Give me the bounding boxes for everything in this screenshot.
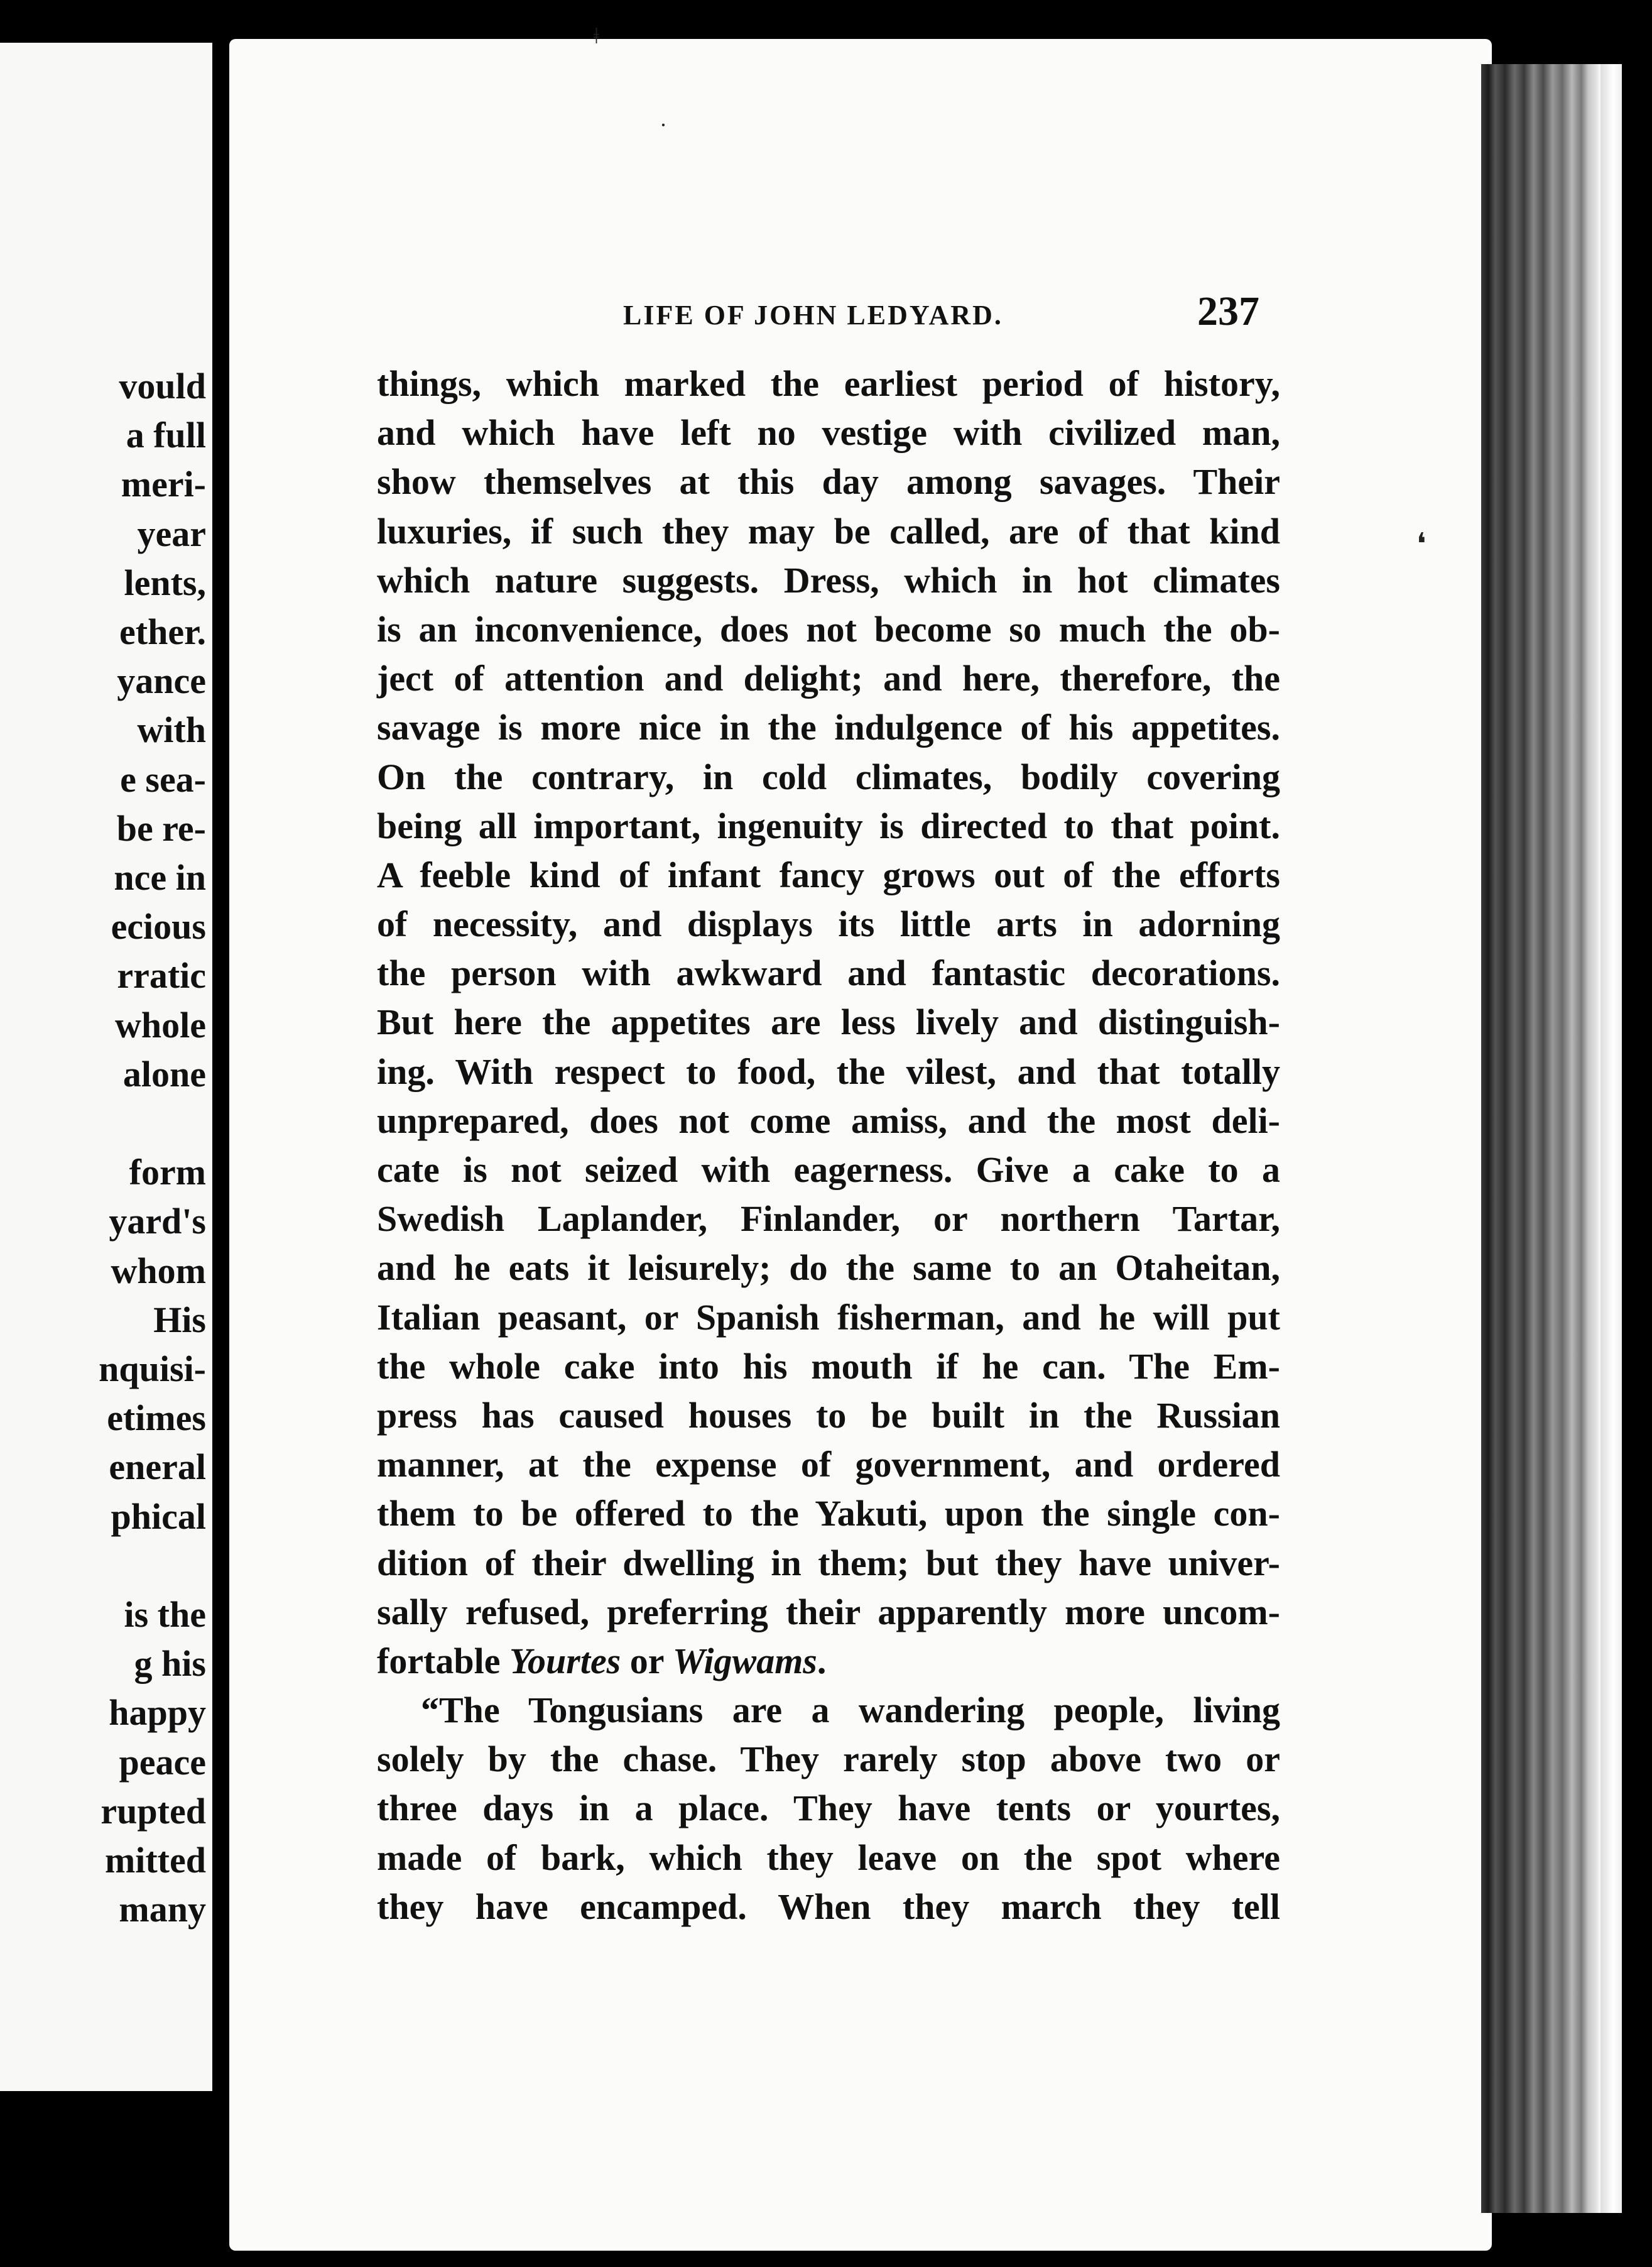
left-page-line: nquisi- <box>99 1348 206 1389</box>
text-line-last <box>377 1637 1280 1686</box>
text-line: them to be offered to the Yakuti, upon the single con- <box>377 1493 1280 1534</box>
left-page-line: eneral <box>109 1446 206 1488</box>
text-line: press has caused houses to be built in the Russian <box>377 1394 1280 1436</box>
text-line: ject of attention and delight; and here, therefore, the <box>377 658 1280 699</box>
left-page-line: etimes <box>107 1397 206 1439</box>
left-page-line: vould <box>119 366 206 407</box>
text-line: cate is not seized with eagerness. Give a cake to a <box>377 1149 1280 1190</box>
text-line: savage is more nice in the indulgence of his appetites. <box>377 707 1280 748</box>
text-run: fortable <box>377 1640 509 1681</box>
scan-speck: ❛ <box>1416 528 1426 561</box>
italic-term: Yourtes <box>509 1640 621 1681</box>
text-line: sally refused, preferring their apparently more uncom- <box>377 1591 1280 1632</box>
text-line: things, which marked the earliest period of history, <box>377 363 1280 404</box>
left-page-line: lents, <box>124 562 206 603</box>
text-line: “The Tongusians are a wandering people, living <box>421 1690 1280 1731</box>
left-page-line: ether. <box>119 611 206 652</box>
left-page-line: phical <box>111 1495 206 1537</box>
running-head: LIFE OF JOHN LEDYARD. <box>623 300 1003 330</box>
body-text <box>377 359 1280 1931</box>
text-line: Italian peasant, or Spanish fisherman, and he will put <box>377 1296 1280 1338</box>
text-line: show themselves at this day among savages. Their <box>377 461 1280 503</box>
text-line: which nature suggests. Dress, which in hot climates <box>377 559 1280 601</box>
page-edge-outer <box>1600 64 1622 2213</box>
left-page-line: alone <box>122 1053 206 1095</box>
left-page-line: is the <box>124 1594 206 1635</box>
left-page-line: rupted <box>101 1790 206 1832</box>
left-page-line: rratic <box>117 955 206 997</box>
text-line: is an inconvenience, does not become so much the ob- <box>377 608 1280 650</box>
left-page-line: mitted <box>104 1840 206 1881</box>
text-run: . <box>817 1640 827 1681</box>
left-page-line: ecious <box>111 906 206 948</box>
left-page-line: His <box>153 1299 206 1340</box>
left-page-line: happy <box>109 1692 206 1734</box>
text-line: the person with awkward and fantastic decorations. <box>377 953 1280 994</box>
text-line: Swedish Laplander, Finlander, or northern Tartar, <box>377 1198 1280 1240</box>
left-page-line: meri- <box>121 464 206 505</box>
text-line: the whole cake into his mouth if he can. The Em- <box>377 1345 1280 1387</box>
text-run: or <box>621 1640 673 1681</box>
left-page-line: nce in <box>114 857 206 898</box>
left-page-line: be re- <box>116 807 206 849</box>
left-page-line: form <box>129 1152 206 1193</box>
text-line: dition of their dwelling in them; but they have univer- <box>377 1542 1280 1583</box>
page-edge-binding <box>1481 64 1600 2213</box>
page-number: 237 <box>1197 288 1259 334</box>
text-line: solely by the chase. They rarely stop above two or <box>377 1739 1280 1780</box>
left-page-line: yard's <box>109 1201 206 1242</box>
left-facing-page <box>0 43 212 2091</box>
text-line: they have encamped. When they march they tell <box>377 1886 1280 1927</box>
page-header <box>377 288 1259 344</box>
left-page-line: with <box>137 709 206 751</box>
left-page-line: g his <box>134 1643 206 1685</box>
text-line: A feeble kind of infant fancy grows out of the efforts <box>377 854 1280 895</box>
left-page-line: e sea- <box>120 758 206 800</box>
text-line: three days in a place. They have tents or yourtes, <box>377 1788 1280 1829</box>
left-page-line: a full <box>126 415 206 456</box>
text-line: and he eats it leisurely; do the same to an Otaheitan, <box>377 1247 1280 1289</box>
text-line: luxuries, if such they may be called, are of that kind <box>377 510 1280 552</box>
text-line: made of bark, which they leave on the spot where <box>377 1837 1280 1878</box>
left-page-line: whole <box>115 1004 206 1046</box>
text-line: unprepared, does not come amiss, and the most deli- <box>377 1100 1280 1141</box>
text-line: On the contrary, in cold climates, bodily covering <box>377 756 1280 797</box>
scan-speck: ǂ <box>594 23 599 48</box>
left-page-line: yance <box>117 660 206 702</box>
left-page-line: whom <box>111 1250 206 1291</box>
text-line: But here the appetites are less lively and distinguish- <box>377 1002 1280 1043</box>
text-line: of necessity, and displays its little arts in adorning <box>377 904 1280 945</box>
text-line: ing. With respect to food, the vilest, and that totally <box>377 1051 1280 1092</box>
italic-term: Wigwams <box>672 1640 817 1681</box>
text-line: being all important, ingenuity is directed to that point. <box>377 805 1280 846</box>
text-line: manner, at the expense of government, and ordered <box>377 1444 1280 1485</box>
left-page-line: year <box>137 513 206 554</box>
scan-speck: · <box>660 112 667 138</box>
left-page-line: many <box>119 1889 206 1930</box>
left-page-line: peace <box>119 1741 206 1783</box>
text-line: and which have left no vestige with civilized man, <box>377 412 1280 454</box>
